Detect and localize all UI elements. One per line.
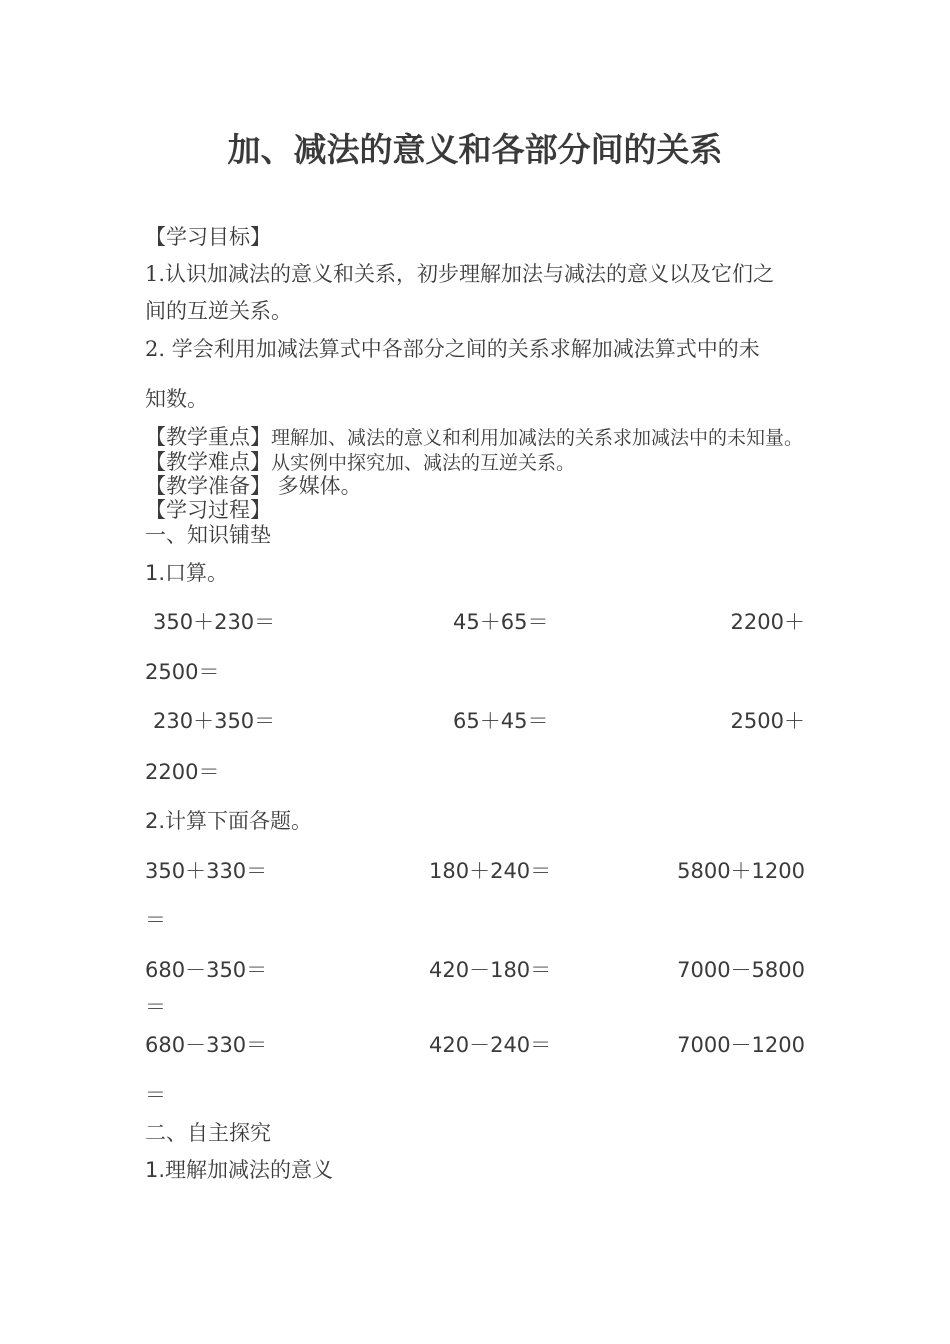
oral-row-2-wrap: 2200＝ — [145, 760, 220, 784]
calc-row-2-b: 420－180＝ — [429, 958, 552, 982]
teaching-preparation-text: 多媒体。 — [271, 474, 362, 498]
oral-row-1-wrap: 2500＝ — [145, 660, 220, 684]
calc-row-2-wrap: ＝ — [145, 995, 166, 1019]
calc-row-1-b: 180＋240＝ — [429, 859, 552, 883]
teaching-difficulty-text: 从实例中探究加、减法的互逆关系。 — [271, 452, 576, 474]
oral-row-1-c: 2200＋ — [730, 610, 805, 634]
teaching-focus-label: 【教学重点】 — [145, 425, 271, 449]
oral-row-2-a: 230＋350＝ — [153, 709, 276, 733]
calc-row-1-wrap: ＝ — [145, 908, 166, 932]
teaching-preparation — [145, 473, 362, 499]
calc-row-2-c: 7000－5800 — [677, 958, 805, 982]
oral-calc-label: 1.口算。 — [145, 561, 229, 585]
process-heading: 【学习过程】 — [145, 498, 271, 522]
oral-row-2 — [145, 708, 805, 734]
section-1-heading: 一、知识铺垫 — [145, 523, 271, 547]
calc-row-3-a: 680－330＝ — [145, 1033, 268, 1057]
calc-row-1-a: 350＋330＝ — [145, 859, 268, 883]
section-2-heading: 二、自主探究 — [145, 1121, 271, 1145]
calc-row-1-c: 5800＋1200 — [677, 859, 805, 883]
objective-2-line-1: 2. 学会利用加减法算式中各部分之间的关系求解加减法算式中的未 — [145, 337, 760, 361]
teaching-focus — [145, 424, 803, 451]
document-title: 加、减法的意义和各部分间的关系 — [227, 130, 723, 169]
calc-row-3-c: 7000－1200 — [677, 1033, 805, 1057]
teaching-focus-text: 理解加、减法的意义和利用加减法的关系求加减法中的未知量。 — [271, 427, 804, 449]
objective-1-line-1: 1.认识加减法的意义和关系，初步理解加法与减法的意义以及它们之 — [145, 262, 775, 286]
objective-1-line-2: 间的互逆关系。 — [145, 299, 292, 323]
written-calc-label: 2.计算下面各题。 — [145, 809, 313, 833]
objectives-heading: 【学习目标】 — [145, 225, 271, 249]
calc-row-2-a: 680－350＝ — [145, 958, 268, 982]
oral-row-2-b: 65＋45＝ — [453, 709, 549, 733]
calc-row-3-wrap: ＝ — [145, 1083, 166, 1107]
calc-row-2 — [145, 957, 805, 983]
teaching-preparation-label: 【教学准备】 — [145, 474, 271, 498]
oral-row-1-a: 350＋230＝ — [153, 610, 276, 634]
teaching-difficulty-label: 【教学难点】 — [145, 450, 271, 474]
objective-2-line-2: 知数。 — [145, 387, 208, 411]
oral-row-1-b: 45＋65＝ — [453, 610, 549, 634]
calc-row-3 — [145, 1032, 805, 1058]
subsection-1-heading: 1.理解加减法的意义 — [145, 1158, 334, 1182]
calc-row-3-b: 420－240＝ — [429, 1033, 552, 1057]
teaching-difficulty — [145, 449, 575, 476]
calc-row-1 — [145, 858, 805, 884]
oral-row-1 — [145, 609, 805, 635]
oral-row-2-c: 2500＋ — [730, 709, 805, 733]
